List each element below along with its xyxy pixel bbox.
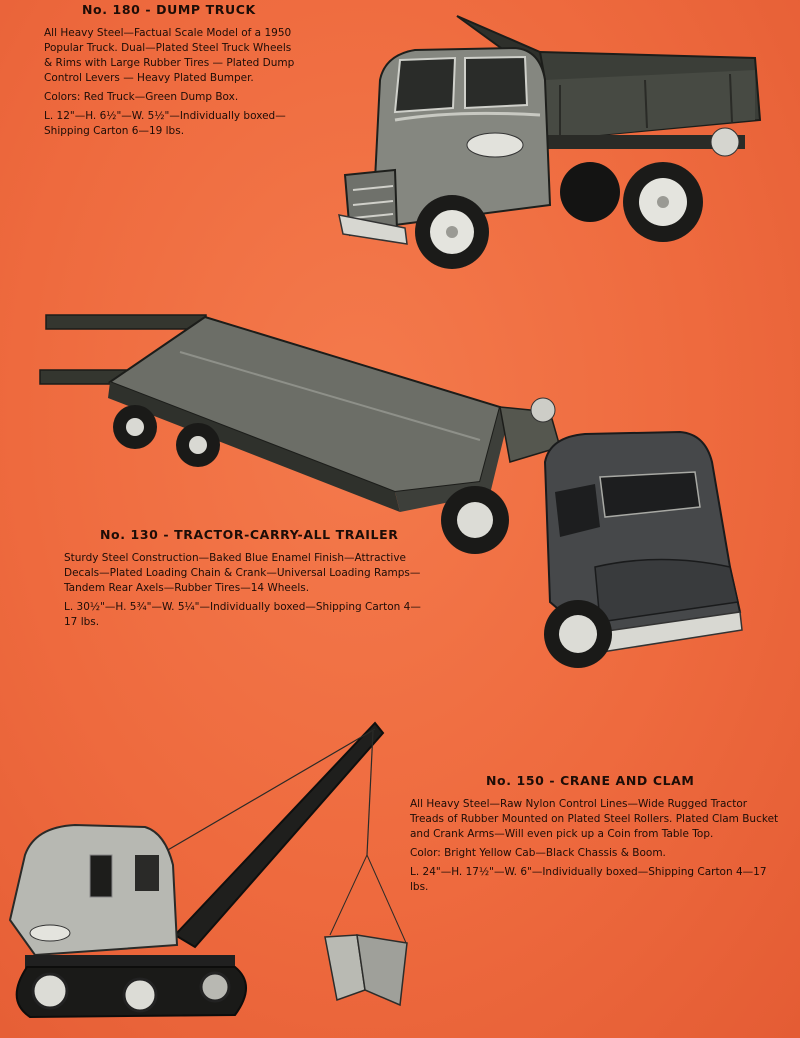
product-150-colors: Color: Bright Yellow Cab—Black Chassis & Boom. [410,847,666,859]
product-180-colors: Colors: Red Truck—Green Dump Box. [44,91,239,103]
product-150-title: No. 150 - CRANE AND CLAM [486,773,695,788]
product-180-dimensions: L. 12"—H. 6½"—W. 5½"—Individually boxed—Shipping Carton 6—19 lbs. [44,110,286,137]
product-180-description: All Heavy Steel—Factual Scale Model of a 1950 Popular Truck. Dual—Plated Steel Truck Wheels & Rims with Large Rubber Tires — Plated Dump Control Levers — Heavy Plated Bumper. [44,27,295,84]
product-150-block [410,773,782,899]
dump-truck-illustration [335,10,775,280]
product-130-title: No. 130 - TRACTOR-CARRY-ALL TRAILER [100,527,399,542]
product-180-title: No. 180 - DUMP TRUCK [82,2,256,17]
product-130-block [64,527,430,634]
crane-clam-illustration [5,715,415,1035]
product-180-block [44,2,302,143]
product-130-dimensions: L. 30½"—H. 5¾"—W. 5¼"—Individually boxed—Shipping Carton 4—17 lbs. [64,601,421,628]
product-150-dimensions: L. 24"—H. 17½"—W. 6"—Individually boxed—Shipping Carton 4—17 lbs. [410,866,767,893]
product-150-description: All Heavy Steel—Raw Nylon Control Lines—Wide Rugged Tractor Treads of Rubber Mounted on Plated Steel Rollers. Plated Clam Bucket and Crank Arms—Will even pick up a Coin from Table Top. [410,798,779,840]
product-130-description: Sturdy Steel Construction—Baked Blue Enamel Finish—Attractive Decals—Plated Loading Chain & Crank—Universal Loading Ramps—Tandem Rear Axels—Rubber Tires—14 Wheels. [64,552,421,594]
